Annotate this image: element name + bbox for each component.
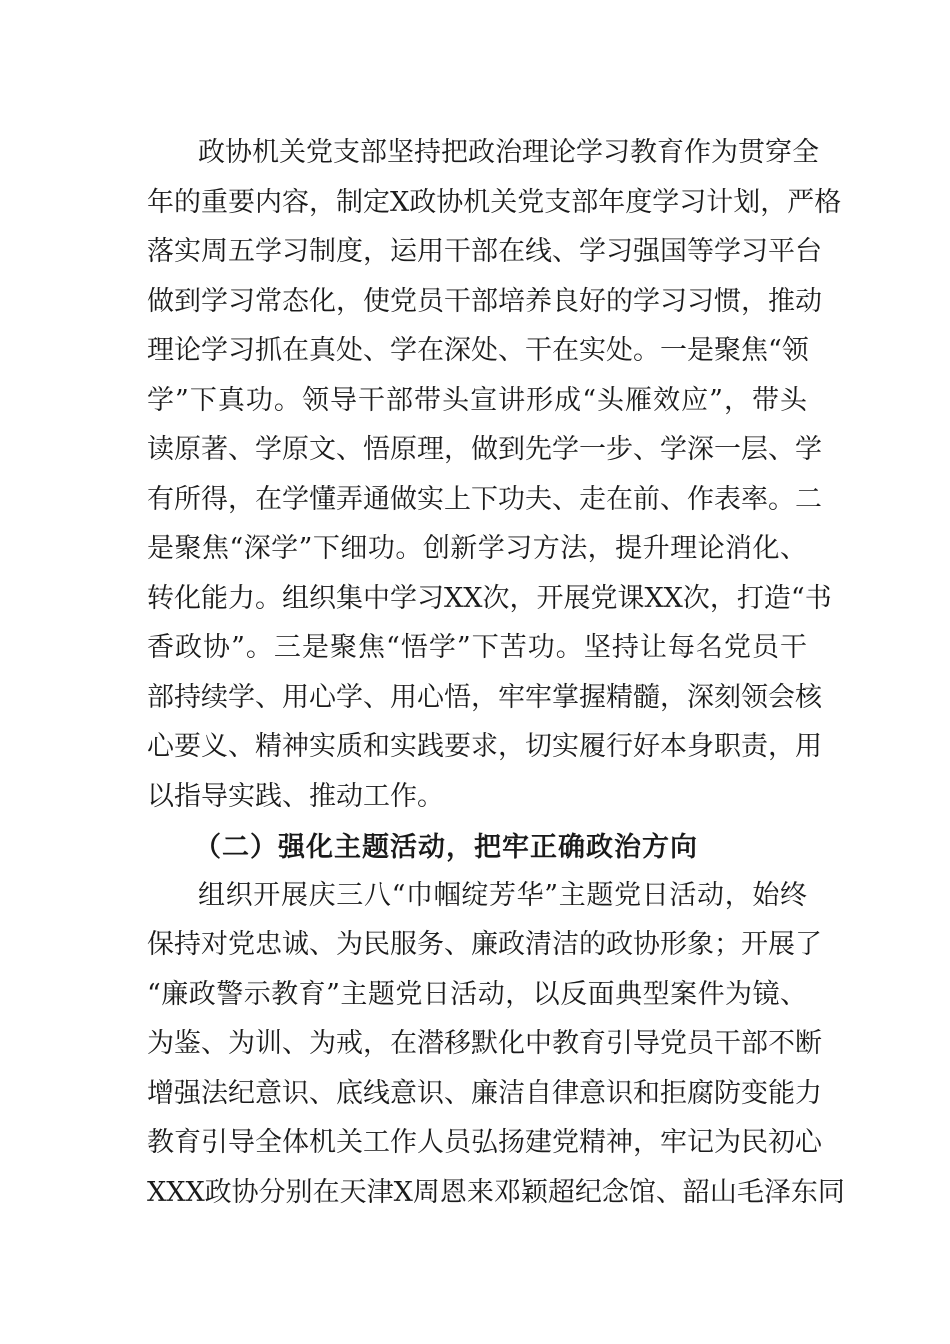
- paragraph1-line: 有所得，在学懂弄通做实上下功夫、走在前、作表率。二: [147, 484, 822, 515]
- paragraph1-line: 年的重要内容，制定X政协机关党支部年度学习计划，严格: [147, 187, 842, 218]
- paragraph1-line: 是聚焦“深学”下细功。创新学习方法，提升理论消化、: [147, 533, 807, 564]
- paragraph2-line: 增强法纪意识、底线意识、廉洁自律意识和拒腐防变能力: [147, 1078, 822, 1109]
- paragraph2-line: 为鉴、为训、为戒，在潜移默化中教育引导党员干部不断: [147, 1028, 822, 1059]
- paragraph1-line: 转化能力。组织集中学习XX次，开展党课XX次，打造“书: [147, 583, 832, 614]
- paragraph1-line: 理论学习抓在真处、学在深处、干在实处。一是聚焦“领: [147, 335, 809, 366]
- paragraph1-line: 落实周五学习制度，运用干部在线、学习强国等学习平台: [147, 236, 822, 267]
- paragraph1-line: 以指导实践、推动工作。: [147, 781, 444, 812]
- paragraph1-line: 学”下真功。领导干部带头宣讲形成“头雁效应”，带头: [147, 385, 807, 416]
- paragraph2-line: 组织开展庆三八“巾帼绽芳华”主题党日活动，始终: [198, 880, 807, 911]
- paragraph2-line: 保持对党忠诚、为民服务、廉政清洁的政协形象；开展了: [147, 929, 822, 960]
- paragraph2-line: XXX政协分别在天津X周恩来邓颖超纪念馆、韶山毛泽东同: [147, 1177, 845, 1208]
- paragraph1-line: 部持续学、用心学、用心悟，牢牢掌握精髓，深刻领会核: [147, 682, 822, 713]
- paragraph1-line: 政协机关党支部坚持把政治理论学习教育作为贯穿全: [198, 137, 819, 168]
- section-heading: （二）强化主题活动，把牢正确政治方向: [194, 832, 698, 863]
- paragraph1-line: 香政协”。三是聚焦“悟学”下苦功。坚持让每名党员干: [147, 632, 807, 663]
- paragraph1-line: 做到学习常态化，使党员干部培养良好的学习习惯，推动: [147, 286, 822, 317]
- paragraph1-line: 心要义、精神实质和实践要求，切实履行好本身职责，用: [147, 731, 822, 762]
- paragraph2-line: 教育引导全体机关工作人员弘扬建党精神，牢记为民初心: [147, 1127, 822, 1158]
- paragraph1-line: 读原著、学原文、悟原理，做到先学一步、学深一层、学: [147, 434, 822, 465]
- paragraph2-line: “廉政警示教育”主题党日活动，以反面典型案件为镜、: [147, 979, 807, 1010]
